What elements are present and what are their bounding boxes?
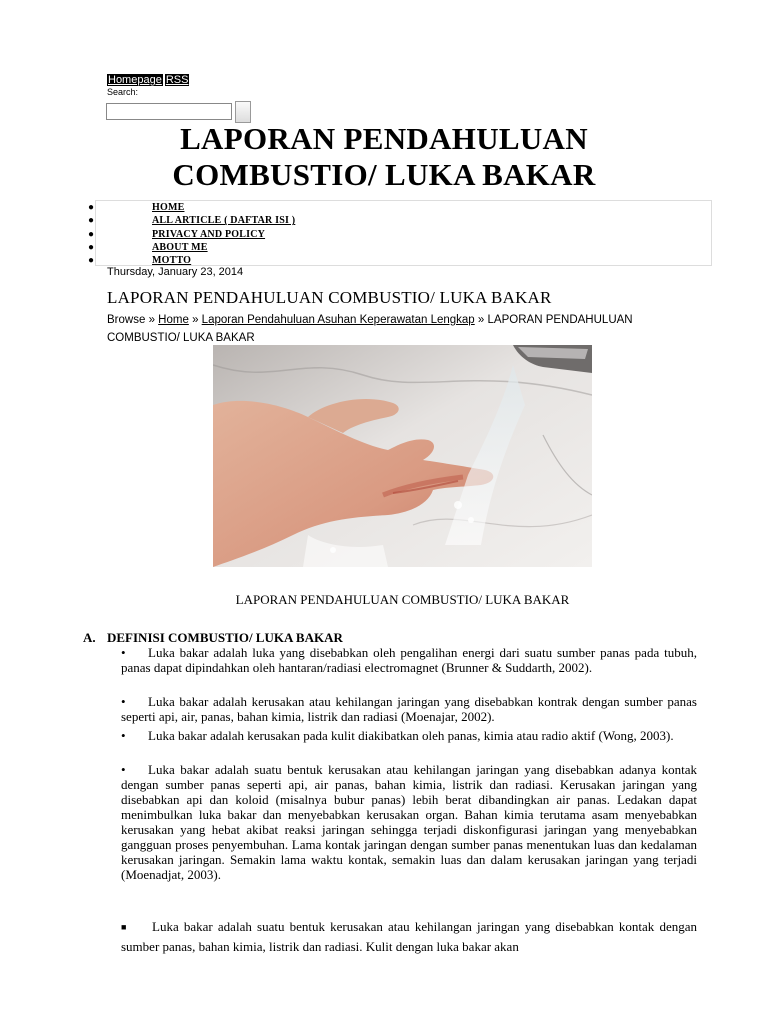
list-item (121, 694, 697, 724)
article-heading: LAPORAN PENDAHULUAN COMBUSTIO/ LUKA BAKAR (235, 592, 570, 607)
bullet-icon: • (121, 694, 126, 709)
section-a-heading (83, 630, 343, 646)
blog-title (60, 121, 708, 193)
list-item-text: Luka bakar adalah luka yang disebabkan oleh pengalihan energi dari suatu sumber panas pada tubuh, panas dapat dipindahkan oleh hantaran/radiasi electromagnet (Brunner & Suddarth, 2002). (121, 645, 697, 675)
search-input[interactable] (106, 103, 232, 120)
section-a-title: DEFINISI COMBUSTIO/ LUKA BAKAR (107, 630, 343, 645)
bullet-icon: ● (88, 202, 95, 213)
bullet-icon: ● (88, 228, 95, 240)
post-image (213, 345, 592, 567)
hand-water-illustration (213, 345, 592, 567)
rss-link[interactable]: RSS (165, 74, 189, 86)
breadcrumb-category-link[interactable]: Laporan Pendahuluan Asuhan Keperawatan Lengkap (201, 314, 475, 326)
search-label: Search: (107, 87, 139, 97)
breadcrumb-current: LAPORAN PENDAHULUAN (487, 314, 633, 326)
bullet-icon: ● (88, 255, 95, 267)
breadcrumb-sep: » (148, 314, 155, 326)
search-button[interactable] (235, 101, 251, 123)
breadcrumb-home-link[interactable]: Home (158, 314, 189, 326)
blog-title-line1: LAPORAN PENDAHULUAN (180, 121, 588, 156)
square-bullet-icon: ■ (121, 922, 127, 932)
bullet-icon: • (121, 762, 126, 777)
breadcrumb-browse: Browse (107, 314, 146, 326)
nav-link-home[interactable]: HOME (152, 202, 185, 213)
list-item (121, 645, 697, 675)
list-item-text: Luka bakar adalah suatu bentuk kerusakan atau kehilangan jaringan yang disebabkan kontak dengan sumber panas, bahan kimia, listrik dan radiasi. Kulit dengan luka bakar akan (121, 919, 697, 954)
breadcrumb-current-cont: COMBUSTIO/ LUKA BAKAR (107, 332, 255, 344)
top-links (107, 74, 191, 86)
nav-link-privacy[interactable]: PRIVACY AND POLICY (152, 228, 266, 240)
list-item-text: Luka bakar adalah kerusakan atau kehilangan jaringan yang disebabkan kontrak dengan sumber panas seperti api, air, panas, bahan kimia, listrik dan radiasi (Moenajar, 2002). (121, 694, 697, 724)
post-date: Thursday, January 23, 2014 (107, 266, 244, 278)
search-box (106, 101, 252, 123)
bullet-icon: ● (88, 241, 95, 253)
list-item (121, 762, 697, 882)
bullet-icon: • (121, 728, 126, 743)
section-a-label: A. (83, 630, 96, 645)
breadcrumb-sep: » (192, 314, 199, 326)
post-title[interactable]: LAPORAN PENDAHULUAN COMBUSTIO/ LUKA BAKAR (107, 288, 552, 307)
nav-link-motto[interactable]: MOTTO (152, 255, 192, 267)
nav-link-about[interactable]: ABOUT ME (152, 241, 208, 253)
list-item (121, 917, 697, 957)
list-item (121, 728, 697, 743)
bullet-icon: ● (88, 215, 95, 227)
bullet-icon: • (121, 645, 126, 660)
breadcrumb-sep: » (477, 314, 485, 326)
blog-title-line2: COMBUSTIO/ LUKA BAKAR (172, 157, 596, 192)
nav-link-all-article[interactable]: ALL ARTICLE ( DAFTAR ISI ) (152, 215, 296, 227)
list-item-text: Luka bakar adalah kerusakan pada kulit diakibatkan oleh panas, kimia atau radio aktif (Wong, 2003). (148, 728, 674, 743)
list-item-text: Luka bakar adalah suatu bentuk kerusakan atau kehilangan jaringan yang disebabkan adanya kontak dengan sumber panas seperti api, air panas, bahan kimia, listrik dan radiasi. Kerusakan jaringan yang disebabkan api dan koloid (misalnya bubur panas) lebih berat dibandingkan air panas. Ledakan dapat menimbulkan luka bakar dan menyebabkan kerusakan organ. Bahan kimia terutama asam menyebabkan kerusakan yang hebat akibat reaksi jaringan sehingga terjadi diskonfigurasi jaringan yang menyebabkan gangguan proses penyembuhan. Lama kontak jaringan dengan sumber panas menentukan luas dan kedalaman kerusakan jaringan. Semakin lama waktu kontak, semakin luas dan dalam kerusakan jaringan yang terjadi (Moenadjat, 2003). (121, 762, 697, 882)
homepage-link[interactable]: Homepage (108, 74, 162, 86)
breadcrumb (107, 311, 707, 347)
